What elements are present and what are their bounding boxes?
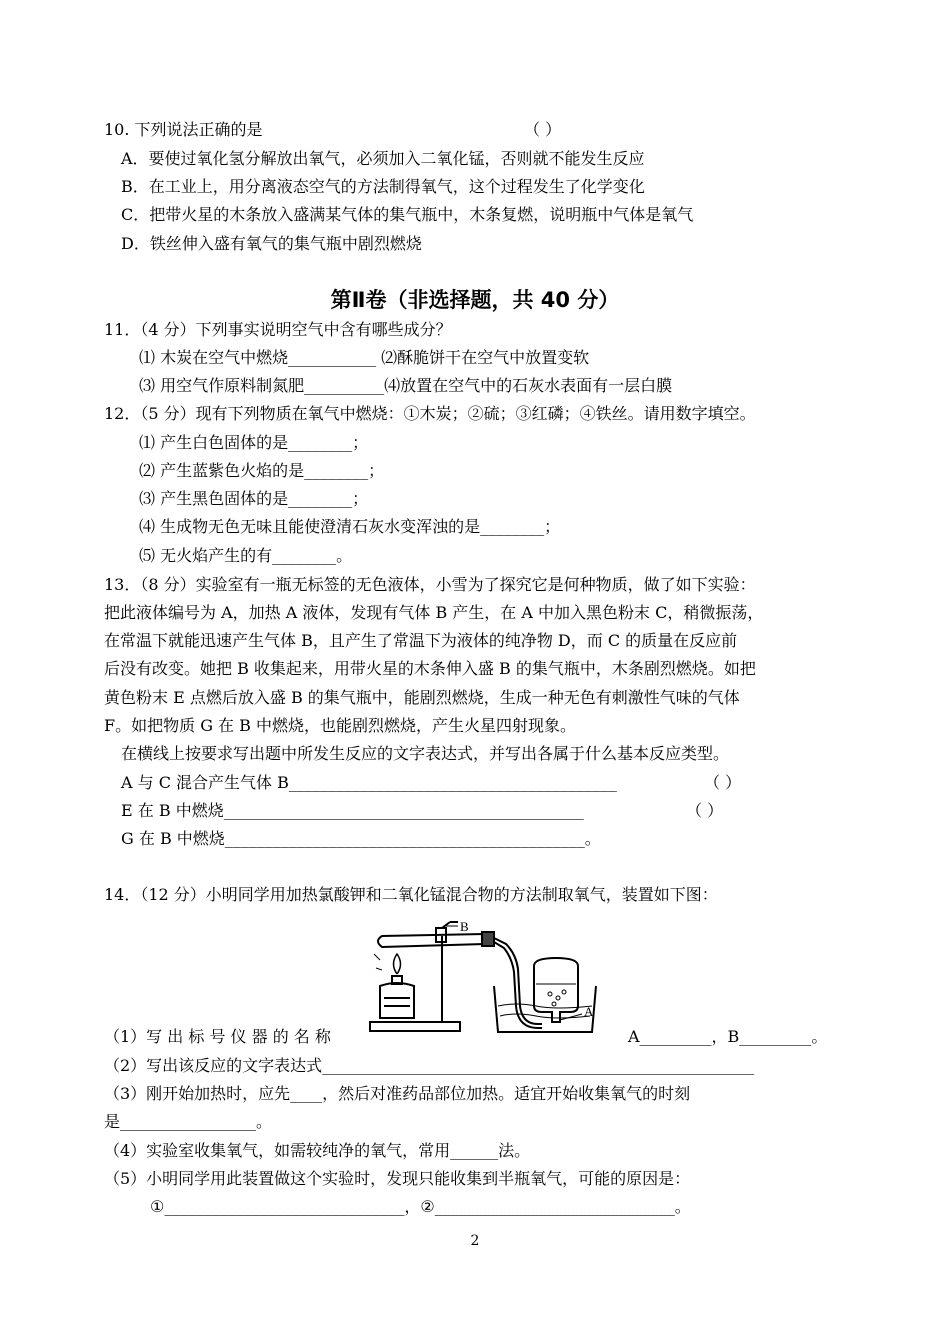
q14-part-1-blanks: A_________，B_________。 [628,1027,828,1046]
q14-part-5: （5）小明同学用此装置做这个实验时，发现只能收集到半瓶氧气，可能的原因是： [104,1169,691,1188]
apparatus-drawing [366,914,628,1034]
q14-part-3: （3）刚开始加热时，应先____，然后对准药品部位加热。适宜开始收集氧气的时刻 [104,1084,691,1103]
q14-part-4: （4）实验室收集氧气，如需较纯净的氧气，常用______法。 [104,1141,531,1160]
q10-answer-bracket: （ ） [524,120,562,139]
q13-answer-2: E 在 B 中燃烧_____________________________________________ [121,801,584,820]
water-trough [494,986,596,1032]
q13-line-6: F。如把物质 G 在 B 中燃烧，也能剧烈燃烧，产生火星四射现象。 [104,716,576,735]
q13-line-1: 13．（8 分）实验室有一瓶无标签的无色液体，小雪为了探究它是何种物质，做了如下实验： [104,575,756,594]
q14-part-1: （1）写 出 标 号 仪 器 的 名 称 [104,1027,331,1046]
q14-part-5-blanks: ①______________________________，②______________________________。 [150,1197,691,1216]
q10-option-c: C．把带火星的木条放入盛满某气体的集气瓶中，木条复燃，说明瓶中气体是氧气 [121,205,694,224]
q13-answer-2-type: （ ） [686,801,724,820]
oxygen-apparatus-figure [366,914,628,1034]
q13-answer-3: G 在 B 中燃烧_____________________________________________。 [121,829,601,848]
q10-option-d: D．铁丝伸入盛有氧气的集气瓶中剧烈燃烧 [121,234,422,253]
gas-collecting-bottle [534,958,578,1022]
q13-line-5: 黄色粉末 E 点燃后放入盛 B 的集气瓶中，能剧烈燃烧，生成一种无色有刺激性气味的气体 [104,688,740,707]
q11-line-1: ⑴ 木炭在空气中燃烧___________ ⑵酥脆饼干在空气中放置变软 [139,348,590,367]
q12-item-1: ⑴ 产生白色固体的是________； [139,433,369,452]
q12-item-2: ⑵ 产生蓝紫色火焰的是________； [139,461,385,480]
q10-option-b: B．在工业上，用分离液态空气的方法制得氧气，这个过程发生了化学变化 [121,177,645,196]
q14-part-2: （2）写出该反应的文字表达式______________________________________________________ [104,1056,755,1075]
test-tube [378,934,484,947]
q13-line-3: 在常温下就能迅速产生气体 B，且产生了常温下为液体的纯净物 D，而 C 的质量在反应前 [104,631,738,650]
stand-base [370,1022,460,1031]
q10-stem: 10. 下列说法正确的是 [104,120,263,139]
q13-instruction: 在横线上按要求写出题中所发生反应的文字表达式，并写出各属于什么基本反应类型。 [121,744,730,763]
q13-answer-1-type: （ ） [704,773,742,792]
q12-item-4: ⑷ 生成物无色无味且能使澄清石灰水变浑浊的是________； [139,517,561,536]
q11-stem: 11．（4 分）下列事实说明空气中含有哪些成分？ [104,320,452,339]
q10-option-a: A．要使过氧化氢分解放出氧气，必须加入二氧化锰，否则就不能发生反应 [121,149,645,168]
section-title: 第Ⅱ卷（非选择题，共 40 分） [330,288,620,312]
lamp-flame [394,954,401,974]
label-a: A [584,1004,594,1019]
q14-part-3-cont: 是_________________。 [104,1112,273,1131]
q14-stem: 14．（12 分）小明同学用加热氯酸钾和二氧化锰混合物的方法制取氧气，装置如下图： [104,885,718,904]
q13-line-4: 后没有改变。她把 B 收集起来，用带火星的木条伸入盛 B 的集气瓶中，木条剧烈燃烧。如把 [104,659,756,678]
q13-answer-1: A 与 C 混合产生气体 B_________________________________________ [121,773,617,792]
alcohol-lamp [380,983,414,1018]
label-b: B [460,919,469,934]
q12-item-3: ⑶ 产生黑色固体的是________； [139,489,369,508]
page-number: 2 [470,1233,480,1249]
q12-stem: 12．（5 分）现有下列物质在氧气中燃烧：①木炭；②硫；③红磷；④铁丝。请用数字填空。 [104,404,756,423]
q13-line-2: 把此液体编号为 A，加热 A 液体，发现有气体 B 产生，在 A 中加入黑色粉末 C，稍微振荡， [104,603,764,622]
q11-line-2: ⑶ 用空气作原料制氮肥__________⑷放置在空气中的石灰水表面有一层白膜 [139,376,673,395]
q12-item-5: ⑸ 无火焰产生的有________。 [139,546,353,565]
